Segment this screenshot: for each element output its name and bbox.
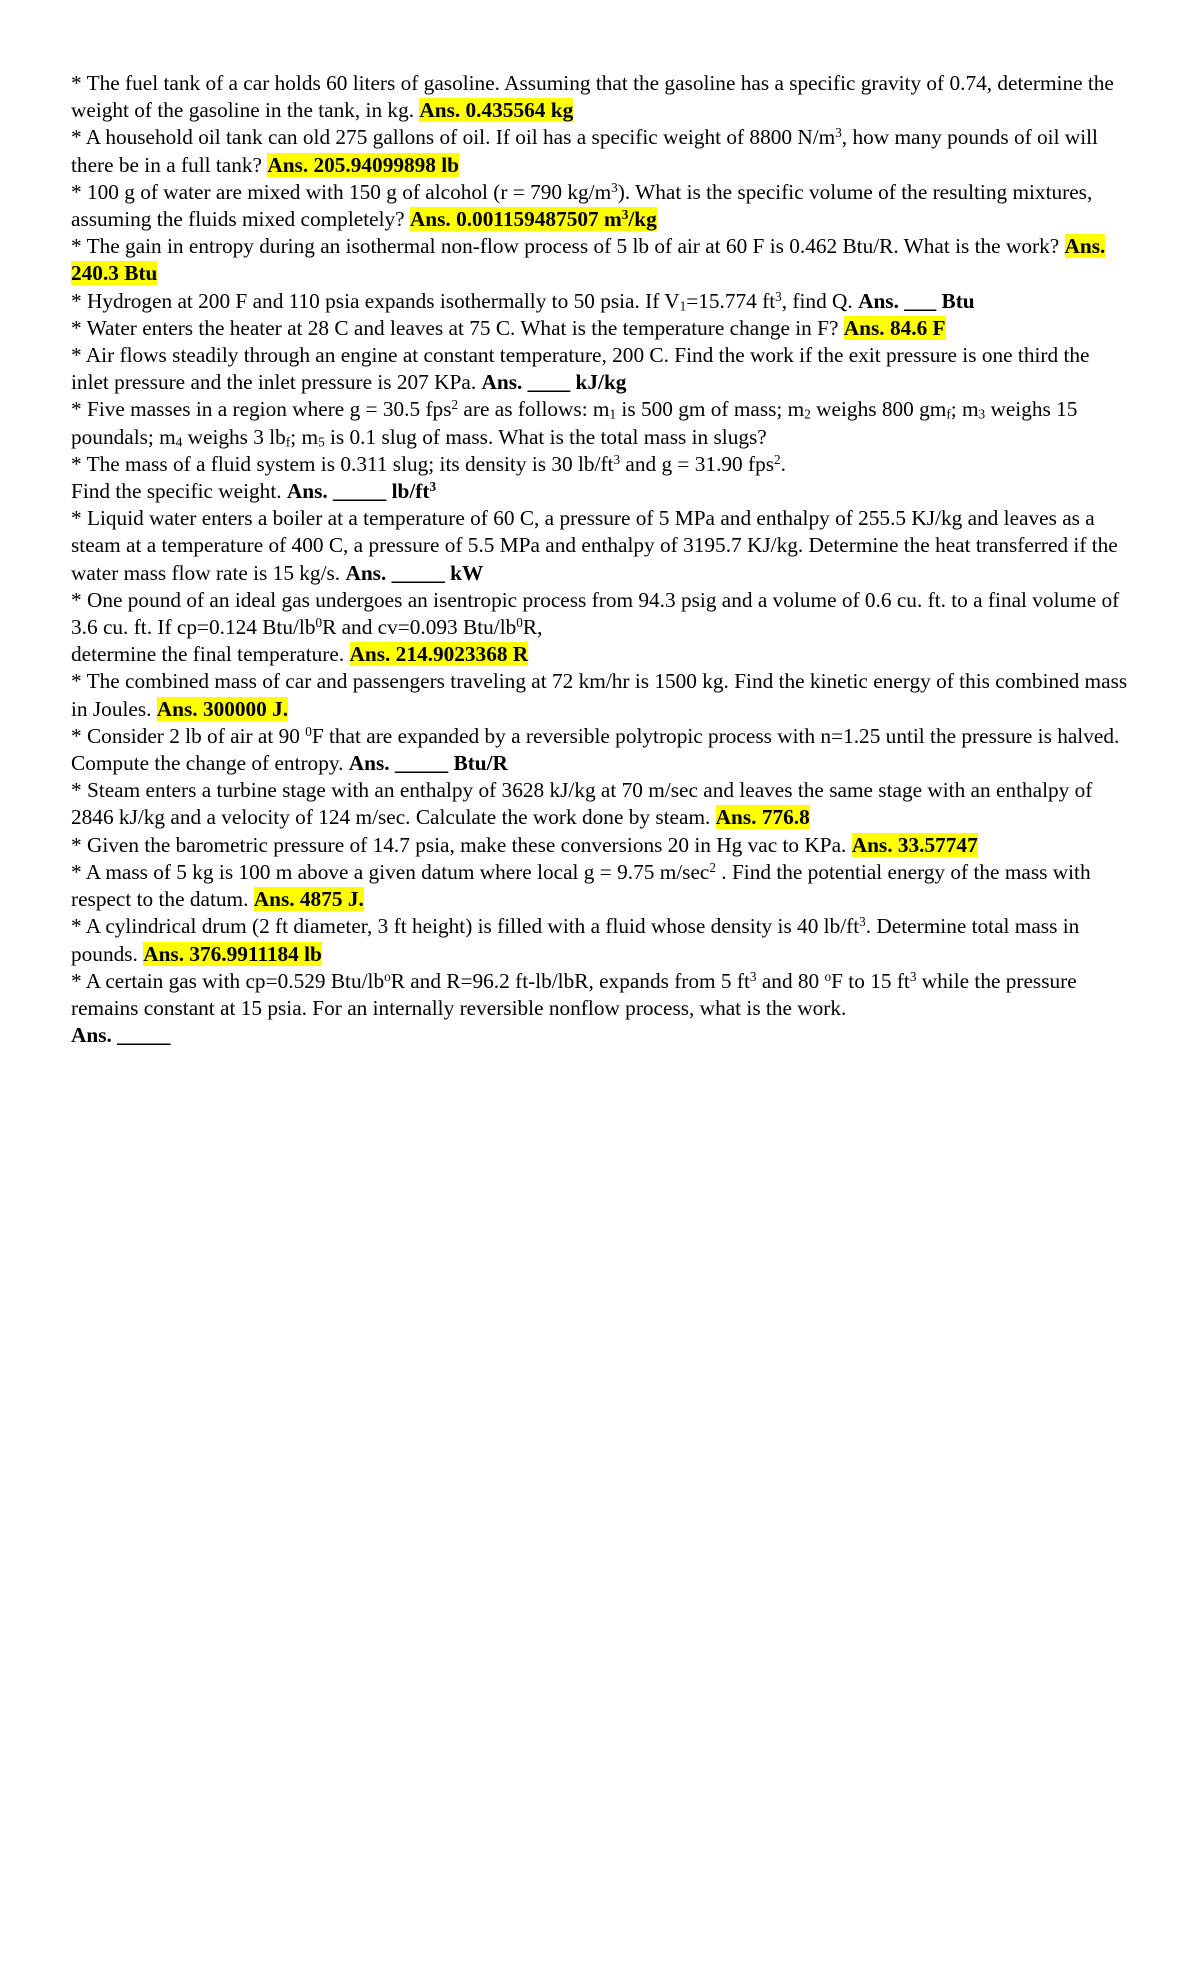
problem-12 (71, 668, 1131, 722)
subscript: f (285, 434, 291, 450)
problem-text: R and cv=0.093 Btu/lb (322, 615, 517, 640)
superscript: 0 (516, 614, 523, 630)
problem-text: * One pound of an ideal gas undergoes an isentropic process from 94.3 psig and a volume of 0.6 cu. ft. to a final volume of 3.6 cu. ft. If cp=0.124 Btu/lb (71, 587, 1120, 640)
highlighted-answer: Ans. 205.94099898 lb (267, 152, 460, 177)
problem-text: and 80 (756, 968, 825, 993)
problem-text: * Water enters the heater at 28 C and leaves at 75 C. What is the temperature change in F? (71, 315, 844, 340)
superscript: o (384, 968, 391, 984)
blank-answer: Ans. _____ Btu/R (348, 751, 508, 776)
subscript: 1 (679, 298, 687, 314)
superscript: 2 (774, 451, 781, 467)
highlighted-answer (410, 207, 657, 231)
answer-unit: /kg (628, 207, 657, 232)
problem-8 (71, 396, 1131, 450)
problem-7 (71, 342, 1131, 396)
superscript: 3 (835, 125, 842, 141)
highlighted-answer: Ans. 0.435564 kg (419, 98, 574, 123)
problem-text: F that are expanded by a reversible polytropic process with n=1.25 until the pressure is halved. Compute the change of entropy. (71, 723, 1120, 776)
problem-text: * A cylindrical drum (2 ft diameter, 3 ft height) is filled with a fluid whose density is 40 lb/ft (71, 914, 860, 939)
superscript: o (824, 968, 832, 984)
superscript: 3 (429, 478, 437, 494)
superscript: 2 (451, 397, 459, 413)
highlighted-answer: Ans. 84.6 F (843, 315, 946, 340)
problem-text: is 0.1 slug of mass. What is the total mass in slugs? (324, 424, 767, 449)
problem-2 (71, 124, 1131, 178)
blank-answer (287, 479, 436, 503)
subscript: f (946, 407, 951, 423)
subscript: 5 (318, 434, 325, 450)
problem-text: * Steam enters a turbine stage with an enthalpy of 3628 kJ/kg at 70 m/sec and leaves the same stage with an enthalpy of 2846 kJ/kg and a velocity of 124 m/sec. Calculate the work done by steam. (71, 778, 1093, 830)
superscript: 3 (749, 968, 757, 984)
problem-text: ; m (950, 397, 979, 422)
subscript: 3 (978, 407, 986, 423)
problem-text: * Consider 2 lb of air at 90 (71, 723, 306, 748)
problem-text: weighs 800 gm (810, 397, 947, 422)
problem-text: R, (522, 615, 543, 640)
subscript: 2 (804, 407, 811, 423)
problem-text: is 500 gm of mass; m (616, 397, 805, 422)
blank-answer: Ans. ____ kJ/kg (481, 370, 627, 395)
problem-text: * Air flows steadily through an engine at constant temperature, 200 C. Find the work if the exit pressure is one third the inlet pressure and the inlet pressure is 207 KPa. (71, 343, 1090, 395)
problem-6 (71, 315, 1131, 342)
problem-text: * The gain in entropy during an isothermal non-flow process of 5 lb of air at 60 F is 0.462 Btu/R. What is the work? (71, 234, 1065, 259)
problem-text: ; m (290, 424, 319, 449)
highlighted-answer: Ans. 33.57747 (851, 832, 978, 857)
subscript: 4 (175, 434, 183, 450)
problem-11 (71, 587, 1131, 669)
problem-13 (71, 723, 1131, 777)
problem-3 (71, 179, 1131, 233)
problem-text: . (780, 451, 786, 476)
problem-16 (71, 859, 1131, 913)
superscript: 3 (611, 179, 618, 195)
blank-answer: Ans. _____ kW (345, 560, 484, 585)
problem-text: * Given the barometric pressure of 14.7 psia, make these conversions 20 in Hg vac to KPa. (71, 832, 852, 857)
problem-text: while the pressure remains constant at 15 psia. For an internally reversible nonflow process, what is the work. (71, 968, 1077, 1020)
problem-text: * The mass of a fluid system is 0.311 slug; its density is 30 lb/ft (71, 451, 614, 476)
highlighted-answer: Ans. 240.3 Btu (71, 234, 1106, 286)
subscript: 1 (609, 407, 617, 423)
problem-text: * A certain gas with cp=0.529 Btu/lb (71, 968, 385, 993)
problem-text: R and R=96.2 ft-lb/lbR, expands from 5 ft (390, 968, 750, 993)
highlighted-answer: Ans. 300000 J. (156, 696, 289, 721)
superscript: 0 (315, 614, 323, 630)
superscript: 0 (305, 723, 312, 739)
problem-text: Find the specific weight. (71, 479, 287, 504)
highlighted-answer: Ans. 776.8 (715, 805, 810, 830)
problem-5 (71, 288, 1131, 315)
problem-text: ). What is the specific volume of the resulting mixtures, assuming the fluids mixed completely? (71, 179, 1093, 232)
highlighted-answer: Ans. 376.9911184 lb (143, 941, 322, 966)
problem-text: * The combined mass of car and passengers traveling at 72 km/hr is 1500 kg. Find the kinetic energy of this combined mass in Joules. (71, 669, 1128, 721)
problem-text: . Find the potential energy of the mass with respect to the datum. (71, 859, 1091, 912)
problem-text: F to 15 ft (831, 968, 910, 993)
problem-text: weighs 3 lb (182, 424, 286, 449)
problem-text: * A mass of 5 kg is 100 m above a given datum where local g = 9.75 m/sec (71, 859, 710, 884)
document-page (71, 70, 1131, 1049)
problem-10 (71, 505, 1131, 587)
problem-text: , find Q. (781, 288, 859, 313)
superscript: 2 (709, 859, 716, 875)
problem-text: * Liquid water enters a boiler at a temperature of 60 C, a pressure of 5 MPa and enthalpy of 255.5 KJ/kg and leaves as a steam at a temperature of 400 C, a pressure of 5.5 MPa and enthalpy of 3195.7 KJ/kg. Determine the heat transferred if the water mass flow rate is 15 kg/s. (71, 506, 1118, 585)
problem-text: * The fuel tank of a car holds 60 liters of gasoline. Assuming that the gasoline has a specific gravity of 0.74, determine the weight of the gasoline in the tank, in kg. (71, 71, 1114, 123)
problem-text: . Determine total mass in pounds. (71, 914, 1080, 966)
problem-text: * Hydrogen at 200 F and 110 psia expands isothermally to 50 psia. If V (71, 288, 680, 313)
problem-17 (71, 913, 1131, 967)
superscript: 3 (909, 968, 917, 984)
problem-text: and g = 31.90 fps (620, 451, 775, 476)
superscript: 3 (859, 914, 866, 930)
problem-4 (71, 233, 1131, 287)
problem-text: =15.774 ft (686, 288, 776, 313)
highlighted-answer: Ans. 4875 J. (253, 887, 364, 912)
problem-18 (71, 968, 1131, 1050)
superscript: 3 (621, 206, 629, 222)
answer-value: Ans. 0.001159487507 m (409, 207, 622, 232)
problem-text: * A household oil tank can old 275 gallons of oil. If oil has a specific weight of 8800 N/m (71, 125, 836, 150)
superscript: 3 (775, 288, 782, 304)
blank-answer: Ans. ___ Btu (858, 288, 975, 313)
problem-text: weighs 15 poundals; m (71, 397, 1078, 449)
superscript: 3 (613, 451, 621, 467)
problem-9 (71, 451, 1131, 505)
problem-text: * 100 g of water are mixed with 150 g of alcohol (r = 790 kg/m (71, 179, 612, 204)
blank-answer-text: Ans. _____ lb/ft (286, 479, 430, 504)
problem-text: , how many pounds of oil will there be in a full tank? (71, 125, 1098, 177)
highlighted-answer: Ans. 214.9023368 R (349, 642, 529, 667)
problem-15 (71, 832, 1131, 859)
problem-14 (71, 777, 1131, 831)
blank-answer: Ans. _____ (71, 1023, 171, 1048)
problem-text: are as follows: m (458, 397, 610, 422)
problem-text: * Five masses in a region where g = 30.5 fps (71, 397, 452, 422)
problem-1 (71, 70, 1131, 124)
problem-text: determine the final temperature. (71, 642, 350, 667)
